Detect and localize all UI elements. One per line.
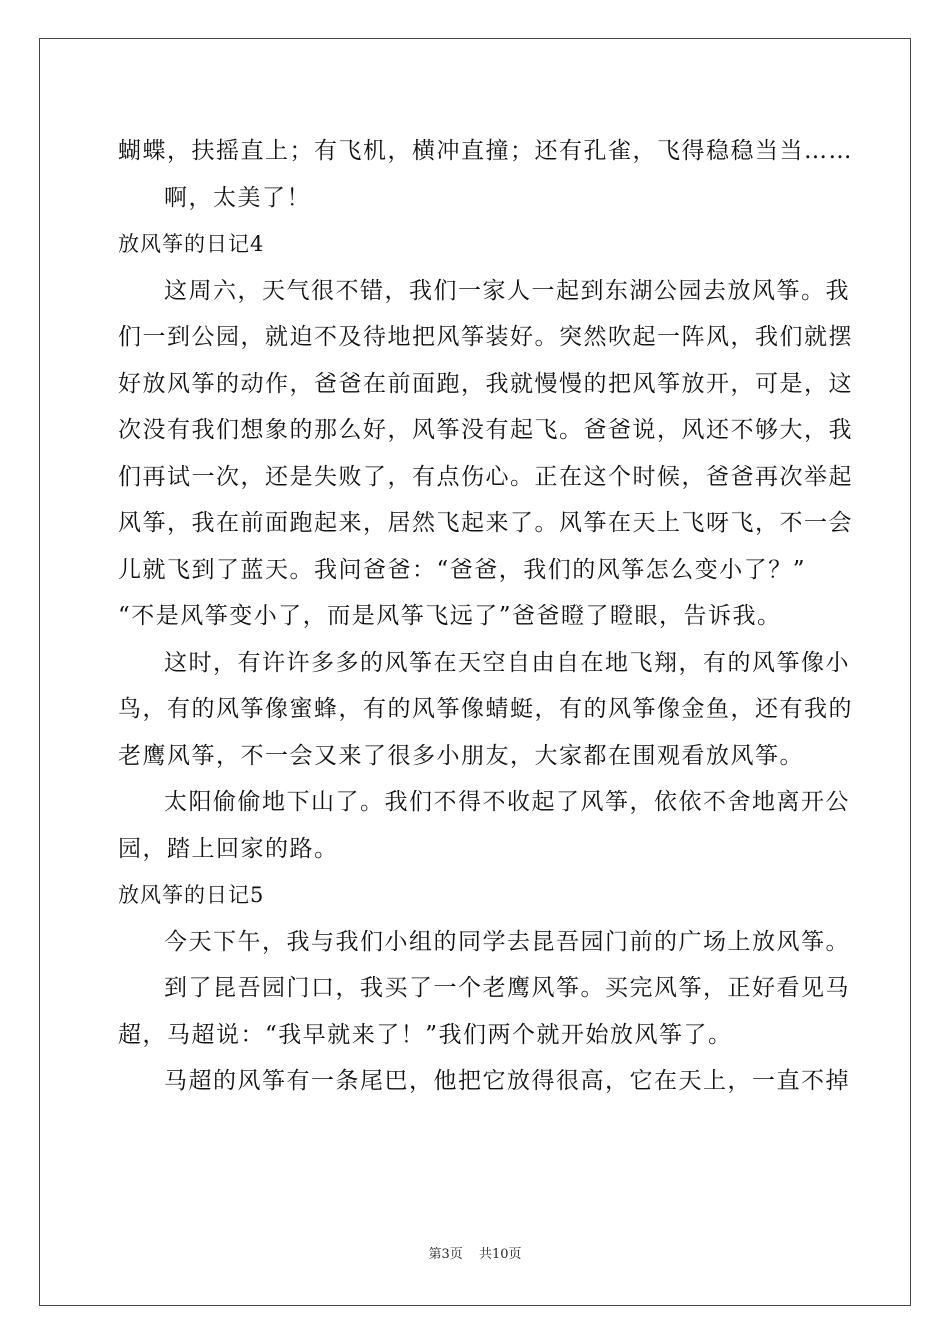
text-line: 今天下午，我与我们小组的同学去昆吾园门前的广场上放风筝。	[164, 928, 850, 955]
text-line: 儿就飞到了蓝天。我问爸爸：“爸爸，我们的风筝怎么变小了？”	[118, 556, 807, 583]
page-total: 共10页	[478, 1247, 522, 1262]
text-line: 到了昆吾园门口，我买了一个老鹰风筝。买完风筝，正好看见马	[164, 975, 850, 1001]
text-line: “不是风筝变小了，而是风筝飞远了”爸爸瞪了瞪眼，告诉我。	[118, 603, 782, 629]
text-line: 老鹰风筝，不一会又来了很多小朋友，大家都在围观看放风筝。	[118, 742, 804, 769]
section-heading: 放风筝的日记5	[118, 883, 265, 907]
text-line: 次没有我们想象的那么好，风筝没有起飞。爸爸说，风还不够大，我	[118, 417, 853, 443]
page-footer	[0, 1243, 950, 1262]
text-line: 风筝，我在前面跑起来，居然飞起来了。风筝在天上飞呀飞，不一会	[118, 510, 853, 536]
text-line: 好放风筝的动作，爸爸在前面跑，我就慢慢的把风筝放开，可是，这	[118, 370, 853, 397]
text-line: 超，马超说：“我早就来了！”我们两个就开始放风筝了。	[118, 1021, 733, 1048]
text-line: 这时，有许许多多的风筝在天空自由自在地飞翔，有的风筝像小	[164, 649, 850, 676]
text-line: 啊，太美了！	[164, 184, 311, 211]
text-line: 马超的风筝有一条尾巴，他把它放得很高，它在天上，一直不掉	[164, 1068, 850, 1094]
text-line: 园，踏上回家的路。	[118, 835, 339, 862]
section-heading: 放风筝的日记4	[118, 232, 265, 256]
text-line: 这周六，天气很不错，我们一家人一起到东湖公园去放风筝。我	[164, 277, 850, 304]
document-body	[118, 128, 853, 1105]
text-line: 蝴蝶，扶摇直上；有飞机，横冲直撞；还有孔雀，飞得稳稳当当……	[118, 138, 853, 164]
page-number: 第3页	[428, 1247, 463, 1262]
text-line: 鸟，有的风筝像蜜蜂，有的风筝像蜻蜓，有的风筝像金鱼，还有我的	[118, 696, 853, 722]
text-line: 们一到公园，就迫不及待地把风筝装好。突然吹起一阵风，我们就摆	[118, 324, 853, 350]
text-line: 们再试一次，还是失败了，有点伤心。正在这个时候，爸爸再次举起	[118, 463, 853, 490]
text-line: 太阳偷偷地下山了。我们不得不收起了风筝，依依不舍地离开公	[164, 789, 850, 815]
